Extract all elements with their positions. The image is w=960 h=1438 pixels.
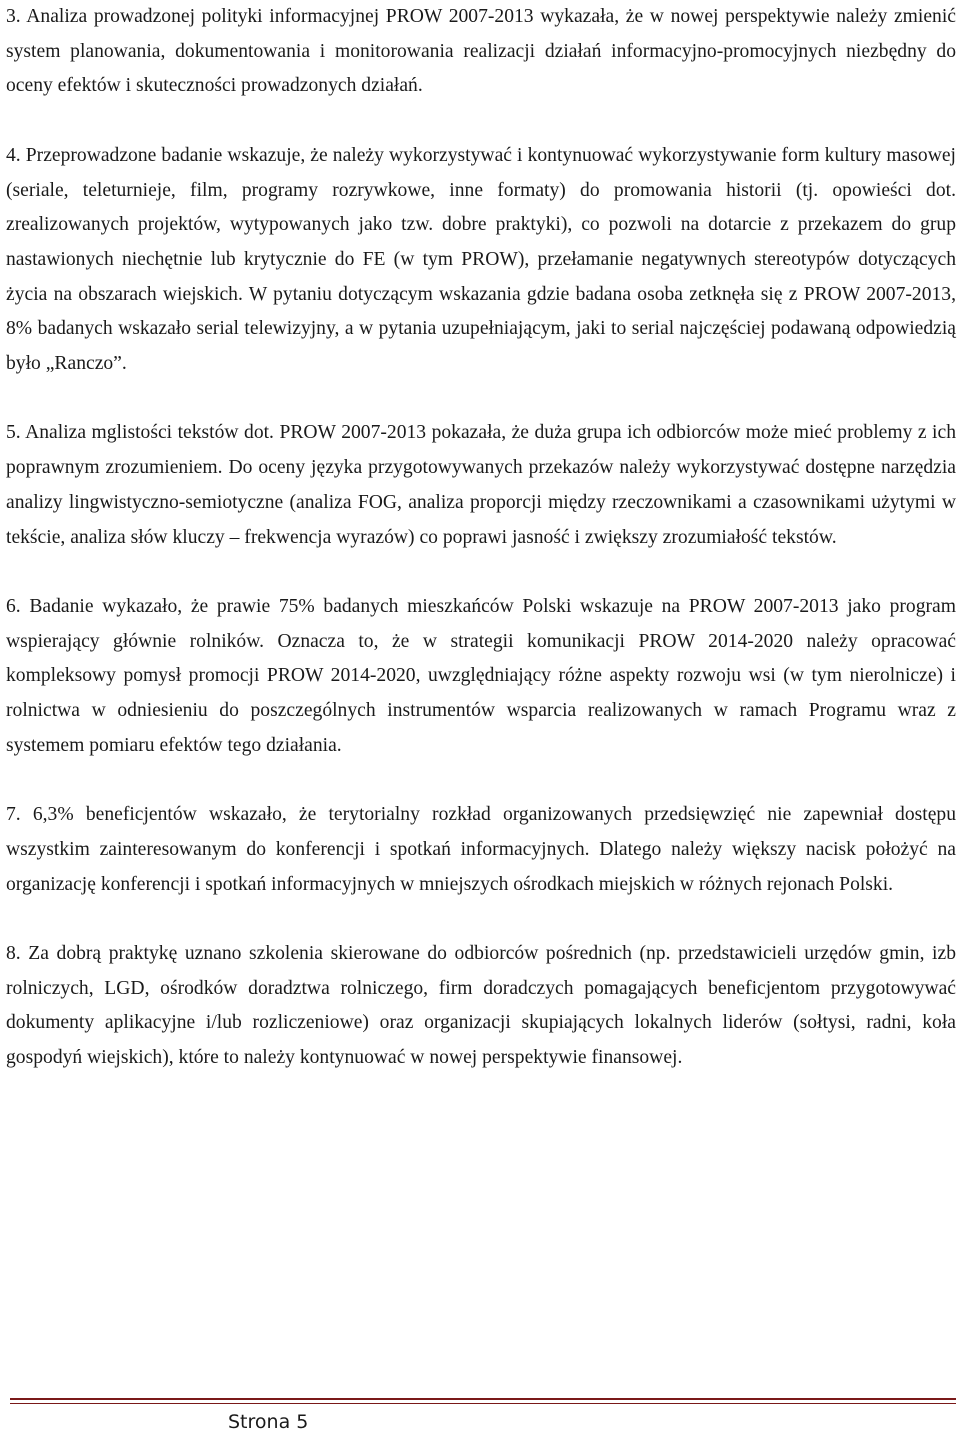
paragraph-4: 4. Przeprowadzone badanie wskazuje, że należy wykorzystywać i kontynuować wykorzystywanie form kultury masowej (seriale, teleturnieje, film, programy rozrywkowe, inne formaty) do promowania historii (tj. opowieści dot. zrealizowanych projektów, wytypowanych jako tzw. dobre praktyki), co pozwoli na dotarcie z przekazem do grup nastawionych niechętnie lub krytycznie do FE (w tym PROW), przełamanie negatywnych stereotypów dotyczących życia na obszarach wiejskich. W pytaniu dotyczącym wskazania gdzie badana osoba zetknęła się z PROW 2007-2013, 8% badanych wskazało serial telewizyjny, a w pytania uzupełniającym, jaki to serial najczęściej podawaną odpowiedzią było „Ranczo”. [6,144,956,375]
paragraph-6: 6. Badanie wykazało, że prawie 75% badanych mieszkańców Polski wskazuje na PROW 2007-2013 jako program wspierający głównie rolników. Oznacza to, że w strategii komunikacji PROW 2014-2020 należy opracować kompleksowy pomysł promocji PROW 2014-2020, uwzględniający różne aspekty rozwoju wsi (w tym nierolnicze) i rolnictwa w odniesieniu do poszczególnych instrumentów wsparcia realizowanych w ramach Programu wraz z systemem pomiaru efektów tego działania. [6,595,956,756]
document-body [6,0,956,1076]
paragraph-spacer [6,104,956,139]
paragraph-spacer [6,902,956,937]
paragraph-spacer [6,555,956,590]
paragraph-spacer [6,763,956,798]
paragraph-3: 3. Analiza prowadzonej polityki informacyjnej PROW 2007-2013 wykazała, że w nowej perspektywie należy zmienić system planowania, dokumentowania i monitorowania realizacji działań informacyjno-promocyjnych niezbędny do oceny efektów i skuteczności prowadzonych działań. [6,6,956,97]
paragraph-8: 8. Za dobrą praktykę uznano szkolenia skierowane do odbiorców pośrednich (np. przedstawicieli urzędów gmin, izb rolniczych, LGD, ośrodków doradztwa rolniczego, firm doradczych pomagających beneficjentom przygotowywać dokumenty aplikacyjne i/lub rozliczeniowe) oraz organizacji skupiających lokalnych liderów (sołtysi, radni, koła gospodyń wiejskich), które to należy kontynuować w nowej perspektywie finansowej. [6,942,956,1069]
paragraph-spacer [6,382,956,417]
footer-divider [10,1398,956,1404]
paragraph-5: 5. Analiza mglistości tekstów dot. PROW 2007-2013 pokazała, że duża grupa ich odbiorców może mieć problemy z ich poprawnym zrozumieniem. Do oceny języka przygotowywanych przekazów należy wykorzystywać dostępne narzędzia analizy lingwistyczno-semiotyczne (analiza FOG, analiza proporcji między rzeczownikami a czasownikami użytymi w tekście, analiza słów kluczy – frekwencja wyrazów) co poprawi jasność i zwiększy zrozumiałość tekstów. [6,422,956,548]
page-number: Strona 5 [228,1411,309,1433]
paragraph-7: 7. 6,3% beneficjentów wskazało, że terytorialny rozkład organizowanych przedsięwzięć nie zapewniał dostępu wszystkim zainteresowanym do konferencji i spotkań informacyjnych. Dlatego należy większy nacisk położyć na organizację konferencji i spotkań informacyjnych w mniejszych ośrodkach miejskich w różnych rejonach Polski. [6,804,956,895]
